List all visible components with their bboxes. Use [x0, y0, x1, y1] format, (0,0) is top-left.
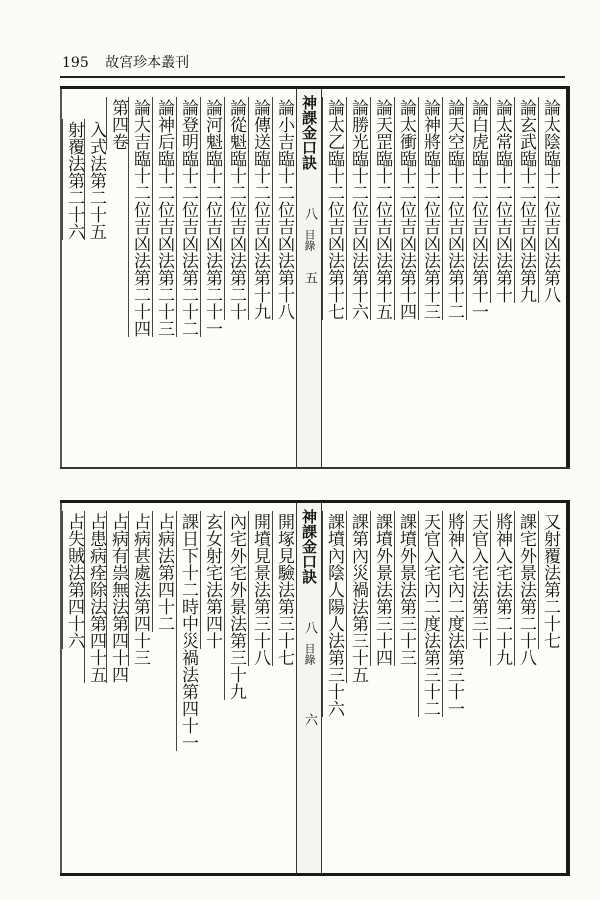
toc-entry: 論天罡臨十二位吉凶法第十五	[372, 99, 392, 320]
toc-entry: 論天空臨十二位吉凶法第十二	[444, 99, 464, 320]
frame-right-edge	[566, 89, 570, 467]
toc-entry: 天官入宅內二度法第三十二	[420, 513, 440, 717]
toc-entry: 論大吉臨十二位吉凶法第二十四	[130, 99, 150, 337]
toc-entry: 論河魁臨十二位吉凶法第二十一	[202, 99, 222, 337]
toc-entry: 占患病痊除法第四十五	[86, 513, 106, 683]
toc-entry: 論從魁臨十二位吉凶法第二十	[226, 99, 246, 320]
toc-entry: 論白虎臨十二位吉凶法第十一	[468, 99, 488, 320]
toc-entry: 論登明臨十二位吉凶法第二十二	[178, 99, 198, 337]
toc-entry: 開塚見驗法第三十七	[274, 513, 294, 666]
toc-entry: 論玄武臨十二位吉凶法第九	[516, 99, 536, 303]
header-rule	[60, 76, 565, 78]
margin-section: 目錄	[303, 643, 316, 665]
toc-entry: 課墳外景法第三十三	[396, 513, 416, 666]
toc-entry: 論傳送臨十二位吉凶法第十九	[250, 99, 270, 320]
toc-entry: 論太衝臨十二位吉凶法第十四	[396, 99, 416, 320]
page-header	[62, 52, 562, 74]
toc-entry: 課第內災禍法第三十五	[348, 513, 368, 683]
center-margin	[296, 503, 322, 873]
margin-leaf-number: 六	[302, 713, 317, 726]
toc-entry: 論神將臨十二位吉凶法第十三	[420, 99, 440, 320]
page-number: 195	[62, 55, 89, 71]
top-leaf	[60, 86, 570, 469]
toc-entry: 課墳內陰人陽人法第三十六	[324, 513, 344, 717]
toc-entry: 將神入宅內二度法第三十一	[444, 513, 464, 717]
volume-heading: 第四卷	[108, 99, 128, 150]
toc-entry: 論小吉臨十二位吉凶法第十八	[274, 99, 294, 320]
center-margin	[296, 89, 322, 467]
margin-volume: 八	[302, 621, 317, 634]
bottom-leaf	[60, 500, 570, 876]
toc-entry: 射覆法第二十六	[64, 121, 84, 240]
toc-entry: 論神后臨十二位吉凶法第二十三	[154, 99, 174, 337]
toc-entry: 占失賊法第四十六	[64, 513, 84, 649]
frame-right-edge	[566, 503, 570, 873]
toc-entry: 論太常臨十二位吉凶法第十	[492, 99, 512, 303]
toc-entry: 內宅外宅外景法第三十九	[226, 513, 246, 700]
toc-entry: 開墳見景法第三十八	[250, 513, 270, 666]
margin-leaf-number: 五	[302, 271, 317, 284]
toc-entry: 占病有祟無法第四十四	[108, 513, 128, 683]
margin-section: 目錄	[303, 229, 316, 251]
toc-entry: 課日下十二時中災禍法第四十一	[178, 513, 198, 751]
margin-volume: 八	[302, 207, 317, 220]
toc-entry: 入式法第二十五	[86, 121, 106, 240]
toc-entry: 天官入宅法第三十	[468, 513, 488, 649]
series-title: 故宮珍本叢刊	[105, 55, 190, 71]
toc-entry: 課墳外景法第三十四	[372, 513, 392, 666]
toc-entry: 占病法第四十二	[154, 513, 174, 632]
margin-title: 神課金口訣	[300, 509, 318, 584]
toc-entry: 論太陰臨十二位吉凶法第八	[540, 99, 560, 303]
toc-entry: 課宅外景法第二十八	[516, 513, 536, 666]
toc-entry: 占病甚處法第四十三	[130, 513, 150, 666]
toc-entry: 玄女射宅法第四十	[202, 513, 222, 649]
toc-entry: 又射覆法第二十七	[540, 513, 560, 649]
toc-entry: 論太乙臨十二位吉凶法第十七	[324, 99, 344, 320]
toc-entry: 論勝光臨十二位吉凶法第十六	[348, 99, 368, 320]
toc-entry: 將神入宅法第二十九	[492, 513, 512, 666]
margin-title: 神課金口訣	[300, 95, 318, 170]
